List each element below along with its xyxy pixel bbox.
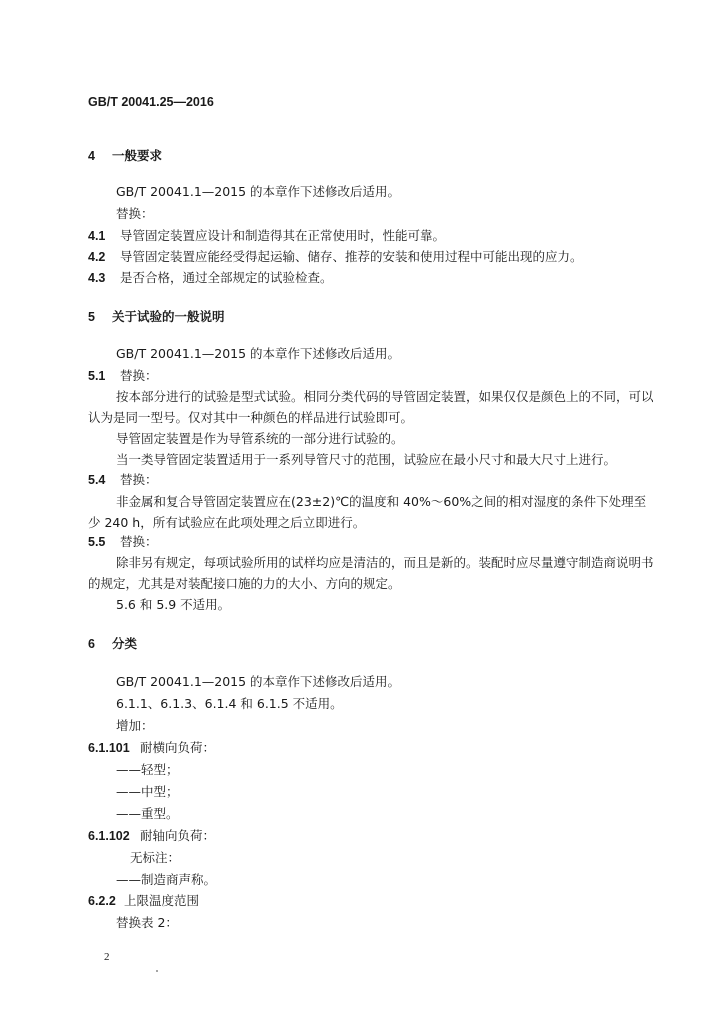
clause-text: 导管固定装置应设计和制造得其在正常使用时，性能可靠。	[120, 228, 446, 243]
clause-number: 4.3	[88, 271, 106, 285]
scan-speck	[156, 970, 158, 972]
clause-label: 替换：	[120, 534, 158, 549]
page-number: 2	[104, 951, 110, 963]
clause-5-4-text-1: 非金属和复合导管固定装置应在(23±2)℃的温度和 40%～60%之间的相对湿度的条件下处理至	[116, 494, 647, 509]
clause-number: 5.5	[88, 535, 106, 549]
section-4-intro: GB/T 20041.1—2015 的本章作下述修改后适用。	[116, 184, 401, 199]
section-6-not-applicable: 6.1.1、6.1.3、6.1.4 和 6.1.5 不适用。	[116, 696, 343, 711]
clause-6-1-101	[88, 740, 215, 756]
section-6-heading	[88, 636, 137, 652]
clause-5-1-text-1: 按本部分进行的试验是型式试验。相同分类代码的导管固定装置，如果仅仅是颜色上的不同，可以	[116, 389, 654, 404]
section-6-number: 6	[88, 637, 95, 651]
clause-number: 4.1	[88, 229, 106, 243]
section-4-number: 4	[88, 149, 95, 163]
clause-5-5	[88, 534, 158, 550]
section-6-intro: GB/T 20041.1—2015 的本章作下述修改后适用。	[116, 674, 401, 689]
clause-4-1	[88, 228, 445, 244]
list-item: ——中型；	[116, 784, 179, 799]
clause-number: 6.1.101	[88, 741, 130, 755]
clause-5-5-text-1: 除非另有规定，每项试验所用的试样均应是清洁的，而且是新的。装配时应尽量遵守制造商说明书	[116, 555, 654, 570]
clause-5-1-text-3: 导管固定装置是作为导管系统的一部分进行试验的。	[116, 431, 404, 446]
list-item: 无标注：	[130, 850, 181, 865]
section-5-heading	[88, 309, 225, 325]
section-6-title: 分类	[112, 636, 138, 651]
standard-id-header: GB/T 20041.25—2016	[88, 95, 214, 109]
section-4-heading	[88, 148, 162, 164]
clause-number: 4.2	[88, 250, 106, 264]
list-item: ——制造商声称。	[116, 872, 217, 887]
clause-text: 是否合格，通过全部规定的试验检查。	[120, 270, 333, 285]
clause-5-1-text-4: 当一类导管固定装置适用于一系列导管尺寸的范围，试验应在最小尺寸和最大尺寸上进行。	[116, 452, 617, 467]
clause-number: 5.4	[88, 473, 106, 487]
clause-5-6-5-9-na: 5.6 和 5.9 不适用。	[116, 597, 231, 612]
clause-6-2-2-text: 替换表 2：	[116, 915, 178, 930]
clause-title: 耐横向负荷：	[140, 740, 216, 755]
clause-number: 6.2.2	[88, 894, 116, 908]
clause-text: 导管固定装置应能经受得起运输、储存、推荐的安装和使用过程中可能出现的应力。	[120, 249, 583, 264]
clause-5-1	[88, 368, 158, 384]
section-5-intro: GB/T 20041.1—2015 的本章作下述修改后适用。	[116, 346, 401, 361]
section-4-title: 一般要求	[112, 148, 163, 163]
clause-5-4-text-2: 少 240 h，所有试验应在此项处理之后立即进行。	[88, 515, 366, 530]
clause-6-1-102	[88, 828, 215, 844]
section-6-add-label: 增加：	[116, 718, 154, 733]
clause-4-3	[88, 270, 333, 286]
clause-number: 6.1.102	[88, 829, 130, 843]
section-4-replace-label: 替换：	[116, 206, 154, 221]
clause-5-1-text-2: 认为是同一型号。仅对其中一种颜色的样品进行试验即可。	[88, 410, 414, 425]
clause-4-2	[88, 249, 583, 265]
clause-title: 耐轴向负荷：	[140, 828, 216, 843]
clause-title: 上限温度范围	[124, 893, 200, 908]
list-item: ——轻型；	[116, 762, 179, 777]
clause-label: 替换：	[120, 368, 158, 383]
section-5-number: 5	[88, 310, 95, 324]
list-item: ——重型。	[116, 806, 179, 821]
clause-6-2-2	[88, 893, 199, 909]
section-5-title: 关于试验的一般说明	[112, 309, 225, 324]
clause-number: 5.1	[88, 369, 106, 383]
clause-5-4	[88, 472, 158, 488]
clause-5-5-text-2: 的规定，尤其是对装配接口施的力的大小、方向的规定。	[88, 576, 401, 591]
clause-label: 替换：	[120, 472, 158, 487]
